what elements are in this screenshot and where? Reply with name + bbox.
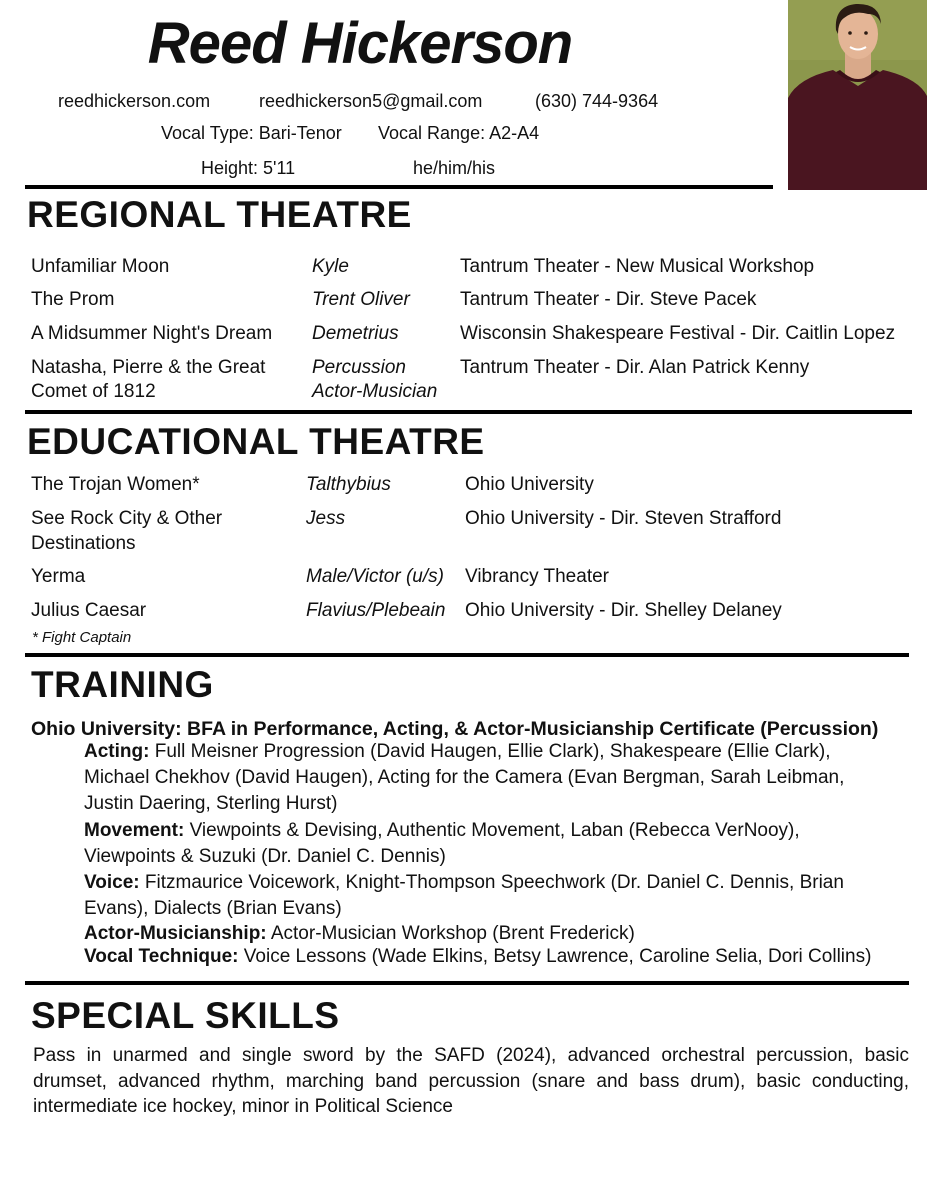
educational-divider <box>25 653 909 657</box>
training-title: TRAINING <box>31 664 214 705</box>
edu-venue-3: Vibrancy Theater <box>465 566 609 587</box>
regional-role-1: Kyle <box>312 256 349 277</box>
special-skills-text: Pass in unarmed and single sword by the SAFD (2024), advanced orchestral percussion, basic drumset, advanced rhythm, marching band percussion (snare and bass drum), basic conducting, intermediate ice hockey, minor in Political Science <box>33 1045 909 1117</box>
edu-venue-4: Ohio University - Dir. Shelley Delaney <box>465 600 782 621</box>
regional-show-4-line1: Natasha, Pierre & the Great <box>31 357 266 378</box>
edu-show-4: Julius Caesar <box>31 600 147 621</box>
vocal-range: Vocal Range: A2-A4 <box>378 123 540 143</box>
training-actor-musicianship-text: Actor-Musician Workshop (Brent Frederick) <box>266 923 635 944</box>
regional-venue-1: Tantrum Theater - New Musical Workshop <box>460 256 815 277</box>
training-vocal-technique-text: Voice Lessons (Wade Elkins, Betsy Lawrence, Caroline Selia, Dori Collins) <box>238 946 872 967</box>
training-movement <box>84 818 884 870</box>
regional-show-4-line2: Comet of 1812 <box>31 381 156 402</box>
edu-role-1: Talthybius <box>306 474 391 495</box>
fight-captain-footnote: * Fight Captain <box>32 629 132 646</box>
training-movement-label: Movement: <box>84 820 185 841</box>
training-heading: Ohio University: BFA in Performance, Acting, & Actor-Musicianship Certificate (Percussion) <box>31 718 879 740</box>
educational-theatre-title: EDUCATIONAL THEATRE <box>27 421 485 462</box>
training-actor-musicianship-label: Actor-Musicianship: <box>84 923 267 944</box>
headshot-photo <box>788 0 927 190</box>
training-acting-text: Full Meisner Progression (David Haugen, Ellie Clark), Shakespeare (Ellie Clark), Michael Chekhov (David Haugen), Acting for the Camera (Evan Bergman, Sarah Leibman, Justin Daering, Sterling Hurst) <box>84 741 845 814</box>
training-voice-label: Voice: <box>84 872 140 893</box>
regional-show-3: A Midsummer Night's Dream <box>31 323 273 344</box>
edu-role-4: Flavius/Plebeain <box>306 600 446 621</box>
regional-role-4-line1: Percussion <box>312 357 406 378</box>
regional-show-1: Unfamiliar Moon <box>31 256 170 277</box>
regional-divider <box>25 410 912 414</box>
special-skills-title: SPECIAL SKILLS <box>31 995 340 1036</box>
training-acting <box>84 739 884 817</box>
training-acting-label: Acting: <box>84 741 150 762</box>
edu-venue-1: Ohio University <box>465 474 594 495</box>
edu-role-3: Male/Victor (u/s) <box>306 566 444 587</box>
website-link[interactable]: reedhickerson.com <box>58 91 211 111</box>
training-voice-text: Fitzmaurice Voicework, Knight-Thompson Speechwork (Dr. Daniel C. Dennis, Brian Evans), Dialects (Brian Evans) <box>84 872 844 919</box>
training-vocal-technique-label: Vocal Technique: <box>84 946 239 967</box>
regional-theatre-title: REGIONAL THEATRE <box>27 194 412 235</box>
actor-name: Reed Hickerson <box>147 11 573 76</box>
header-divider <box>25 185 773 189</box>
training-vocal-technique <box>84 945 924 969</box>
regional-role-2: Trent Oliver <box>312 289 410 310</box>
regional-role-4-line2: Actor-Musician <box>312 381 438 402</box>
vocal-type: Vocal Type: Bari-Tenor <box>161 123 342 143</box>
training-movement-text: Viewpoints & Devising, Authentic Movement, Laban (Rebecca VerNooy), Viewpoints & Suzuki (Dr. Daniel C. Dennis) <box>84 820 800 867</box>
edu-show-2-line1: See Rock City & Other <box>31 508 223 529</box>
edu-show-1: The Trojan Women* <box>31 474 200 495</box>
height: Height: 5'11 <box>201 158 296 178</box>
regional-venue-4: Tantrum Theater - Dir. Alan Patrick Kenny <box>460 357 810 378</box>
pronouns: he/him/his <box>413 158 496 178</box>
edu-show-2-line2: Destinations <box>31 533 136 554</box>
regional-role-3: Demetrius <box>312 323 399 344</box>
training-actor-musicianship <box>84 922 884 946</box>
email-link[interactable]: reedhickerson5@gmail.com <box>259 91 483 111</box>
regional-venue-2: Tantrum Theater - Dir. Steve Pacek <box>460 289 757 310</box>
regional-venue-3: Wisconsin Shakespeare Festival - Dir. Caitlin Lopez <box>460 323 896 344</box>
edu-venue-2: Ohio University - Dir. Steven Strafford <box>465 508 782 529</box>
edu-show-3: Yerma <box>31 566 86 587</box>
phone-number[interactable]: (630) 744-9364 <box>535 91 659 111</box>
regional-show-2: The Prom <box>31 289 115 310</box>
training-divider <box>25 981 909 985</box>
edu-role-2: Jess <box>306 508 346 529</box>
training-voice <box>84 870 884 922</box>
